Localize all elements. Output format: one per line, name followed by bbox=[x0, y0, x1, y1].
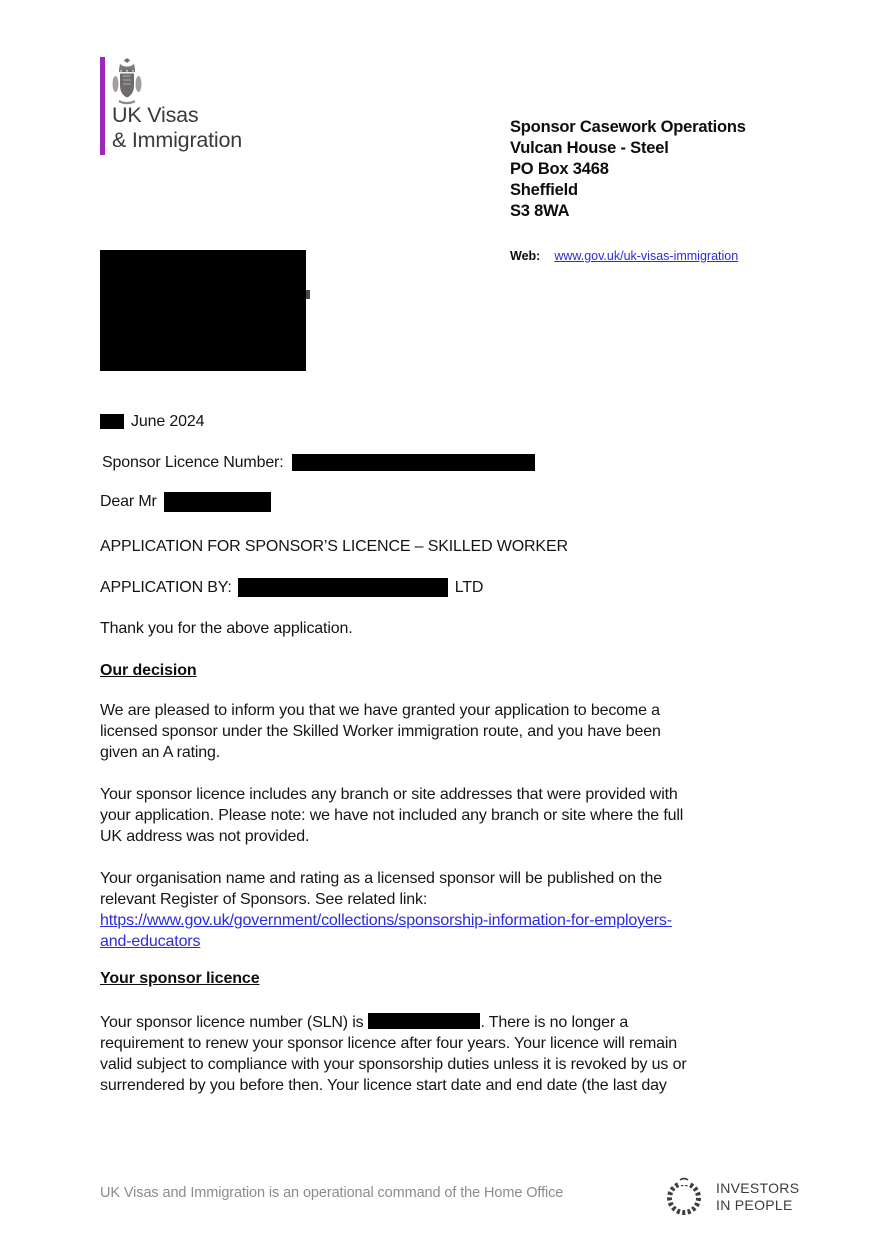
brand-accent-bar bbox=[100, 57, 105, 155]
brand-name-line1: UK Visas bbox=[112, 103, 199, 127]
licence-text-before-redaction: Your sponsor licence number (SLN) is bbox=[100, 1014, 364, 1031]
web-label: Web: bbox=[510, 249, 541, 263]
subject-line-2 bbox=[100, 577, 483, 598]
company-name-redaction bbox=[238, 578, 448, 597]
iip-label-line2: IN PEOPLE bbox=[716, 1197, 793, 1213]
sender-address-line: Sponsor Casework Operations bbox=[510, 118, 746, 136]
licence-paragraph-line-1 bbox=[100, 1012, 780, 1033]
web-link[interactable]: www.gov.uk/uk-visas-immigration bbox=[554, 249, 739, 263]
sender-address-line: S3 8WA bbox=[510, 202, 570, 220]
decision-paragraph-1: We are pleased to inform you that we have granted your application to become a licensed sponsor under the Skilled Worker immigration route, and you have been given an A rating. bbox=[100, 702, 661, 761]
sponsor-licence-number-line bbox=[102, 452, 535, 473]
decision-paragraph-2: Your sponsor licence includes any branch or site addresses that were provided with your application. Please note: we have not included any branch or site where the full UK address was not provided. bbox=[100, 786, 684, 845]
salutation-line bbox=[100, 491, 271, 512]
decision-paragraph-3 bbox=[100, 868, 780, 952]
sponsor-licence-number-label: Sponsor Licence Number: bbox=[102, 454, 284, 471]
licence-paragraph-rest: requirement to renew your sponsor licence after four years. Your licence will remain valid subject to compliance with your sponsorship duties unless it is revoked by us or surrendered by you before then. Your licence start date and end date (the last day bbox=[100, 1035, 687, 1094]
section-heading-our-decision: Our decision bbox=[100, 662, 197, 679]
salutation: Dear Mr bbox=[100, 493, 157, 510]
register-of-sponsors-link[interactable]: https://www.gov.uk/government/collections/sponsorship-information-for-employers- and-educators bbox=[100, 912, 672, 950]
recipient-address-redaction bbox=[100, 250, 306, 371]
section-heading-your-sponsor-licence: Your sponsor licence bbox=[100, 970, 260, 987]
sender-address-line: Sheffield bbox=[510, 181, 578, 199]
web-line bbox=[510, 249, 738, 264]
date-line bbox=[100, 411, 204, 432]
sender-address-line: PO Box 3468 bbox=[510, 160, 609, 178]
subject-line-1: APPLICATION FOR SPONSOR’S LICENCE – SKILLED WORKER bbox=[100, 538, 568, 555]
licence-text-after-redaction: . There is no longer a bbox=[480, 1014, 629, 1031]
iip-label-line1: INVESTORS bbox=[716, 1180, 800, 1196]
date-day-redaction bbox=[100, 414, 124, 429]
company-suffix: LTD bbox=[454, 579, 484, 596]
letter-date: June 2024 bbox=[131, 413, 205, 430]
brand-name bbox=[112, 103, 242, 153]
investors-in-people-label bbox=[716, 1180, 799, 1214]
licence-paragraph bbox=[100, 1012, 780, 1096]
brand-name-line2: & Immigration bbox=[112, 128, 243, 152]
sln-inline-redaction bbox=[368, 1013, 480, 1029]
decision-paragraph-3-text: Your organisation name and rating as a licensed sponsor will be published on the relevant Register of Sponsors. See related link: bbox=[100, 870, 663, 908]
royal-crest-icon bbox=[111, 58, 143, 105]
intro-paragraph: Thank you for the above application. bbox=[100, 620, 353, 637]
redaction-notch bbox=[306, 290, 310, 299]
sender-address bbox=[510, 117, 746, 222]
sender-address-line: Vulcan House - Steel bbox=[510, 139, 669, 157]
sponsor-licence-number-redaction bbox=[292, 454, 535, 471]
investors-in-people-logo bbox=[660, 1173, 799, 1221]
investors-in-people-wreath-icon bbox=[660, 1173, 708, 1221]
recipient-name-redaction bbox=[164, 492, 271, 512]
application-by-label: APPLICATION BY: bbox=[100, 579, 232, 596]
footer-disclaimer: UK Visas and Immigration is an operational command of the Home Office bbox=[100, 1185, 564, 1201]
